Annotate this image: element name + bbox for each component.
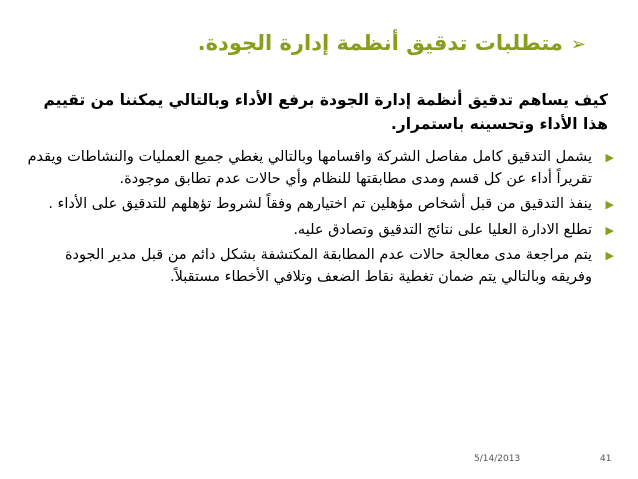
bullet-item (24, 194, 616, 216)
triangle-bullet-icon: ▶ (605, 249, 614, 262)
triangle-bullet-icon: ▶ (605, 198, 614, 211)
bullet-item (24, 220, 616, 242)
bullet-text: يتم مراجعة مدى معالجة حالات عدم المطابقة المكتشفة بشكل دائم من قبل مدير الجودة وفريقه وبالتالي يتم ضمان تغطية نقاط الضعف وتلافي الأخطاء مستقبلاً. (64, 247, 592, 285)
footer-date: 5/14/2013 (474, 454, 521, 464)
bullet-item (24, 245, 616, 288)
triangle-bullet-icon: ▶ (605, 151, 614, 164)
slide-title-text: متطلبات تدقيق أنظمة إدارة الجودة. (197, 31, 563, 55)
bullet-item (24, 147, 616, 190)
bullet-text: ينفذ التدقيق من قبل أشخاص مؤهلين تم اختيارهم وفقاً لشروط تؤهلهم للتدقيق على الأداء . (48, 196, 592, 212)
slide-title (46, 28, 586, 60)
page-number: 41 (600, 454, 612, 464)
bullet-text: تطلع الادارة العليا على نتائج التدقيق وتصادق عليه. (293, 221, 592, 238)
intro-question: كيف يساهم تدقيق أنظمة إدارة الجودة برفع الأداء وبالتالي يمكننا من تقييم هذا الأداء وتحسينه باستمرار. (43, 91, 608, 133)
triangle-bullet-icon: ▶ (605, 223, 614, 237)
arrow-bullet-icon: ➢ (570, 34, 586, 55)
bullet-list (24, 147, 616, 292)
bullet-text: يشمل التدقيق كامل مفاصل الشركة واقسامها وبالتالي يغطي جميع العمليات والنشاطات ويقدم تقريراً أداء عن كل قسم ومدى مطابقتها للنظام وأي حالات عدم تطابق موجودة. (27, 149, 592, 187)
